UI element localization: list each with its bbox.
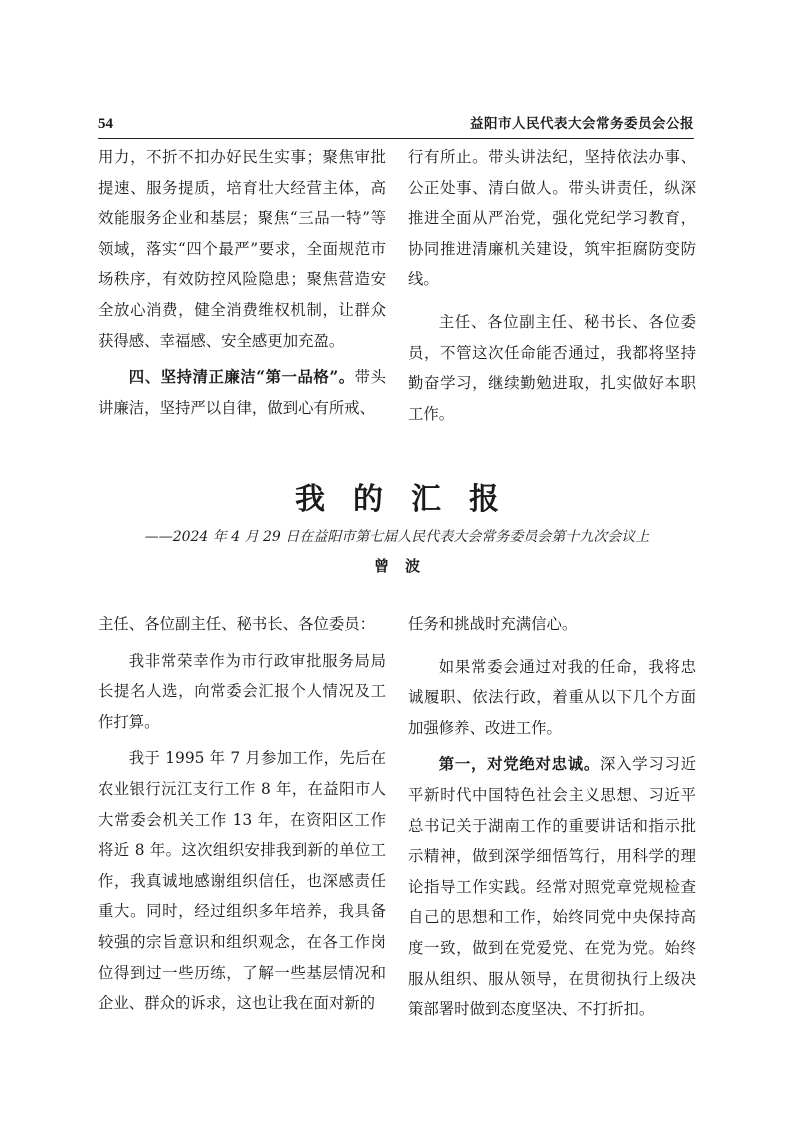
paragraph: 行有所止。带头讲法纪，坚持依法办事、公正处事、清白做人。带头讲责任，纵深推进全面从严治党，强化党纪学习教育，协同推进清廉机关建设，筑牢拒腐防变防线。	[408, 148, 696, 289]
paragraph-text: 深入学习习近平新时代中国特色社会主义思想、习近平总书记关于湖南工作的重要讲话和指示批示精神，做到深学细悟笃行，用科学的理论指导工作实践。经常对照党章党规检查自己的思想和工作，始终同党中央保持高度一致，做到在党爱党、在党为党。始终服从组织、服从领导，在贯彻执行上级决策部署时做到态度坚决、不打折扣。	[408, 755, 696, 1019]
salutation: 主任、各位副主任、秘书长、各位委员：	[98, 615, 376, 633]
page-number: 54	[98, 116, 113, 132]
top-left-column	[98, 142, 386, 423]
article-subtitle: ——2024 年 4 月 29 日在益阳市第七届人民代表大会常务委员会第十九次会议上	[144, 529, 650, 545]
paragraph: 我于 1995 年 7 月参加工作，先后在农业银行沅江支行工作 8 年，在益阳市人大常委会机关工作 13 年，在资阳区工作将近 8 年。这次组织安排我到新的单位工作，我真诚地感谢组织信任，也深感责任重大。同时，经过组织多年培养，我具备较强的宗旨意识和组织观念，在各工作岗位得到过一些历练，了解一些基层情况和企业、群众的诉求，这也让我在面对新的	[98, 749, 386, 1013]
top-right-column	[408, 142, 696, 429]
article-left-column	[98, 609, 386, 1019]
section-heading: 四、坚持清正廉洁“第一品格”。	[128, 368, 355, 387]
article-author: 曾波	[373, 557, 436, 575]
paragraph: 用力，不折不扣办好民生实事；聚焦审批提速、服务提质，培育壮大经营主体，高效能服务企业和基层；聚焦“三品一特”等领域，落实“四个最严”要求，全面规范市场秩序，有效防控风险隐患；聚焦营造安全放心消费，健全消费维权机制，让群众获得感、幸福感、安全感更加充盈。	[98, 148, 386, 350]
paragraph: 我非常荣幸作为市行政审批服务局局长提名人选，向常委会汇报个人情况及工作打算。	[98, 651, 386, 731]
paragraph-text: 带头讲廉洁，坚持严以自律，做到心有所戒、	[98, 368, 386, 417]
journal-title: 益阳市人民代表大会常务委员会公报	[470, 116, 694, 132]
page-header	[98, 112, 694, 136]
paragraph-section-four	[98, 362, 386, 423]
paragraph: 主任、各位副主任、秘书长、各位委员，不管这次任命能否通过，我都将坚持勤奋学习，继续勤勉进取，扎实做好本职工作。	[408, 312, 696, 423]
header-rule	[98, 138, 694, 139]
point-heading: 第一，对党绝对忠诚。	[438, 755, 600, 774]
paragraph: 任务和挑战时充满信心。	[408, 615, 578, 633]
article-title: 我的汇报	[295, 482, 527, 517]
paragraph-point-one	[408, 749, 696, 1024]
article-right-column	[408, 609, 696, 1025]
paragraph: 如果常委会通过对我的任命，我将忠诚履职、依法行政，着重从以下几个方面加强修养、改进工作。	[408, 657, 696, 737]
